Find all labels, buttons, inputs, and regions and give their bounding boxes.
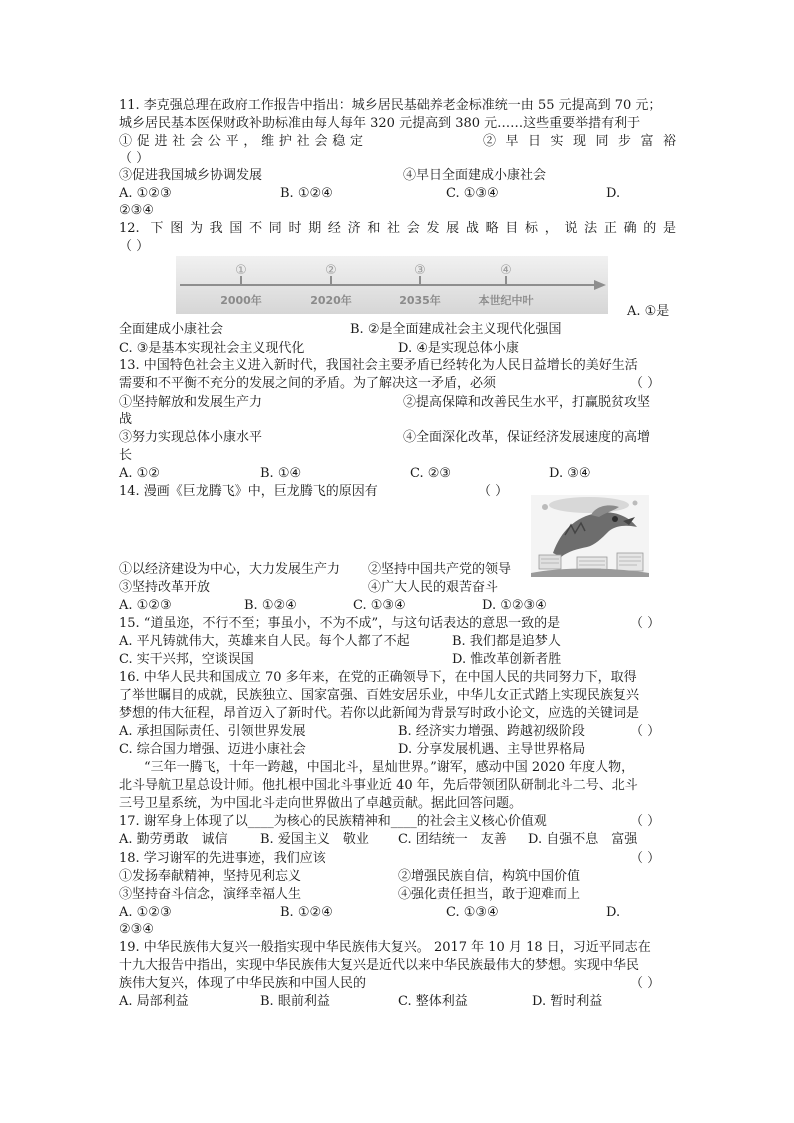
q16-choice-b: B. 经济实力增强、跨越初级阶段: [398, 724, 585, 739]
dragon-soaring-cartoon: [531, 495, 649, 577]
q14-choice-d: D. ①②③④: [482, 598, 547, 613]
q13-choice-b: B. ①④: [260, 466, 302, 481]
q19-choice-d: D. 暂时利益: [532, 994, 603, 1009]
q19-stem-line3: 族伟大复兴，体现了中华民族和中国人民的: [119, 976, 367, 991]
q11-choice-a: A. ①②③: [119, 186, 172, 201]
q19-stem-line2: 十九大报告中指出，实现中华民族伟大复兴是近代以来中华民族最伟大的梦想。实现中华民: [119, 958, 640, 973]
q19-choice-c: C. 整体利益: [398, 994, 468, 1009]
q11-option-4: ④早日全面建成小康社会: [403, 168, 547, 183]
q12-choice-c: C. ③是基本实现社会主义现代化: [119, 341, 305, 356]
timeline-label-2020: 2020年: [310, 294, 352, 307]
q17-choice-a: A. 勤劳勇敢 诚信: [119, 832, 228, 847]
q12-stem: 12. 下图为我国不同时期经济和社会发展战略目标，说法正确的是: [119, 221, 676, 236]
q13-answer-paren: （ ）: [630, 376, 661, 391]
q14-option-3: ③坚持改革开放: [119, 580, 211, 595]
q13-option-4-cont: 长: [119, 448, 133, 463]
q18-answer-paren: （ ）: [630, 851, 661, 866]
q14-option-4: ④广大人民的艰苦奋斗: [368, 580, 499, 595]
q13-option-1: ①坚持解放和发展生产力: [119, 395, 263, 410]
timeline-label-2035: 2035年: [399, 294, 441, 307]
q16-choice-a: A. 承担国际责任、引领世界发展: [119, 724, 306, 739]
q11-choice-c: C. ①③④: [446, 186, 499, 201]
q14-option-2: ②坚持中国共产党的领导: [368, 562, 512, 577]
q15-choice-a: A. 平凡铸就伟大，英雄来自人民。每个人都了不起: [119, 634, 410, 649]
q18-choice-c: C. ①③④: [446, 905, 499, 920]
q15-choice-d: D. 惟改革创新者胜: [452, 652, 562, 667]
passage-line1: “三年一腾飞，十年一跨越，中国北斗，星灿世界。”谢军，感动中国 2020 年度人物，: [144, 760, 635, 775]
q18-choice-d: D.: [606, 905, 621, 920]
q15-stem: 15. “道虽迩，不行不至；事虽小，不为不成”，与这句话表达的意思一致的是: [119, 616, 561, 631]
q11-option-2: ②早日实现同步富裕: [483, 134, 676, 149]
q13-option-3: ③努力实现总体小康水平: [119, 430, 263, 445]
q17-choice-c: C. 团结统一 友善: [398, 832, 507, 847]
q14-choice-a: A. ①②③: [119, 598, 172, 613]
q17-choice-d: D. 自强不息 富强: [528, 832, 638, 847]
q12-answer-paren: （ ）: [119, 239, 150, 254]
q13-option-2: ②提高保障和改善民生水平，打赢脱贫攻坚: [403, 395, 651, 410]
svg-text:③: ③: [414, 263, 426, 278]
q13-stem-line2: 需要和不平衡不充分的发展之间的矛盾。为了解决这一矛盾，必须: [119, 376, 497, 391]
q18-option-1: ①发扬奉献精神，坚持见利忘义: [119, 869, 302, 884]
q13-option-2-cont: 战: [119, 412, 133, 427]
q17-stem: 17. 谢军身上体现了以____为核心的民族精神和____的社会主义核心价值观: [119, 814, 547, 829]
q14-choice-c: C. ①③④: [353, 598, 406, 613]
timeline-label-midcentury: 本世纪中叶: [478, 294, 534, 307]
svg-text:①: ①: [235, 263, 247, 278]
q18-choice-d-cont: ②③④: [119, 922, 154, 937]
svg-text:②: ②: [325, 263, 337, 278]
development-timeline-figure: [176, 256, 608, 314]
q11-stem-line1: 11. 李克强总理在政府工作报告中指出：城乡居民基础养老金标准统一由 55 元提高到 70 元；: [119, 98, 662, 113]
q18-choice-b: B. ①②④: [280, 905, 333, 920]
q13-choice-a: A. ①②: [119, 466, 160, 481]
q13-stem-line1: 13. 中国特色社会主义进入新时代，我国社会主要矛盾已经转化为人民日益增长的美好生活: [119, 358, 638, 373]
q14-choice-b: B. ①②④: [244, 598, 297, 613]
q11-stem-line2: 城乡居民基本医保财政补助标准由每人每年 320 元提高到 380 元……这些重要举措有利于: [119, 116, 641, 131]
q14-option-1: ①以经济建设为中心，大力发展生产力: [119, 562, 341, 577]
passage-line2: 北斗导航卫星总设计师。他扎根中国北斗事业近 40 年，先后带领团队研制北斗二号、北斗: [119, 778, 638, 793]
q11-choice-d: D.: [606, 186, 621, 201]
q12-choice-b: B. ②是全面建成社会主义现代化强国: [350, 322, 562, 337]
q12-choice-a-cont: 全面建成小康社会: [119, 322, 224, 337]
q16-choice-c: C. 综合国力增强、迈进小康社会: [119, 742, 306, 757]
q18-option-2: ②增强民族自信，构筑中国价值: [398, 869, 581, 884]
svg-text:④: ④: [500, 263, 512, 278]
q14-stem: 14. 漫画《巨龙腾飞》中，巨龙腾飞的原因有: [119, 484, 378, 499]
q11-option-3: ③促进我国城乡协调发展: [119, 168, 263, 183]
q19-answer-paren: （ ）: [630, 976, 661, 991]
q11-answer-paren: （ ）: [119, 151, 150, 166]
q16-stem-line3: 梦想的伟大征程，昂首迈入了新时代。若你以此新闻为背景写时政小论文，应选的关键词是: [119, 706, 640, 721]
q12-choice-d: D. ④是实现总体小康: [398, 341, 519, 356]
q15-choice-b: B. 我们都是追梦人: [452, 634, 561, 649]
timeline-label-2000: 2000年: [220, 294, 262, 307]
q16-answer-paren: （ ）: [630, 724, 661, 739]
q13-option-4: ④全面深化改革，保证经济发展速度的高增: [403, 430, 651, 445]
q16-stem-line1: 16. 中华人民共和国成立 70 多年来，在党的正确领导下，在中国人民的共同努力下，取得: [119, 670, 637, 685]
q19-choice-a: A. 局部利益: [119, 994, 189, 1009]
q19-choice-b: B. 眼前利益: [260, 994, 330, 1009]
q19-stem-line1: 19. 中华民族伟大复兴一般指实现中华民族伟大复兴。 2017 年 10 月 18 日，习近平同志在: [119, 940, 651, 955]
passage-line3: 三号卫星系统，为中国北斗走向世界做出了卓越贡献。据此回答问题。: [119, 796, 523, 811]
q12-choice-a: A. ①是: [627, 304, 670, 319]
q16-choice-d: D. 分享发展机遇、主导世界格局: [398, 742, 586, 757]
q11-choice-d-cont: ②③④: [119, 203, 154, 218]
q13-choice-d: D. ③④: [549, 466, 591, 481]
q14-answer-paren: （ ）: [478, 484, 509, 499]
q18-choice-a: A. ①②③: [119, 905, 172, 920]
q11-choice-b: B. ①②④: [280, 186, 333, 201]
q18-option-4: ④强化责任担当，敢于迎难而上: [398, 887, 581, 902]
q17-choice-b: B. 爱国主义 敬业: [260, 832, 369, 847]
q16-stem-line2: 了举世瞩目的成就，民族独立、国家富强、百姓安居乐业，中华儿女正式踏上实现民族复兴: [119, 688, 640, 703]
q18-option-3: ③坚持奋斗信念，演绎幸福人生: [119, 887, 302, 902]
q15-answer-paren: （ ）: [630, 616, 661, 631]
q15-choice-c: C. 实干兴邦，空谈误国: [119, 652, 254, 667]
q17-answer-paren: （ ）: [630, 814, 661, 829]
q13-choice-c: C. ②③: [410, 466, 452, 481]
q11-option-1: ①促进社会公平，维护社会稳定: [119, 134, 363, 149]
q18-stem: 18. 学习谢军的先进事迹，我们应该: [119, 851, 326, 866]
